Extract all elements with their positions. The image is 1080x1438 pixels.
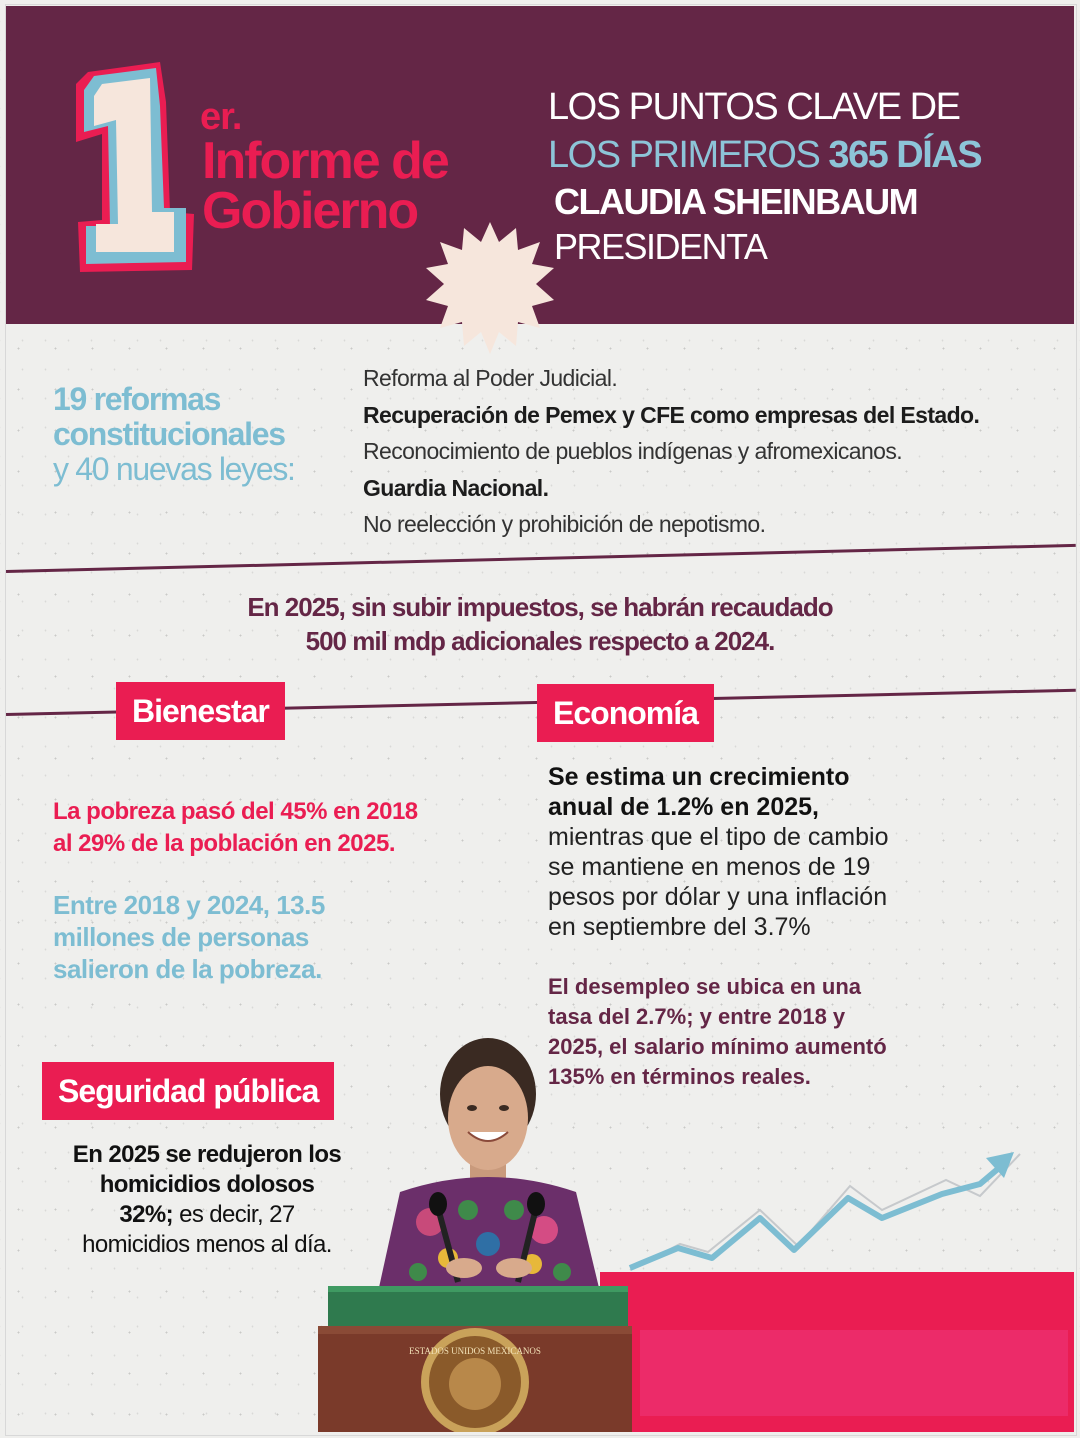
seguridad-line4: homicidios menos al día. <box>82 1231 332 1258</box>
reformas-title-line2: constitucionales <box>53 416 285 452</box>
crecimiento-line2: anual de 1.2% en 2025, <box>548 793 819 821</box>
headline-line2 <box>548 134 981 177</box>
empleo-line3: 2025, el salario mínimo aumentó <box>548 1034 887 1059</box>
crecimiento-line3: mientras que el tipo de cambio <box>548 823 889 851</box>
badge-number: 1 <box>124 178 127 183</box>
headline-days: 365 DÍAS <box>828 134 982 176</box>
salida-line1: Entre 2018 y 2024, 13.5 <box>53 890 325 920</box>
headline-line1: LOS PUNTOS CLAVE DE <box>548 86 960 128</box>
starburst-decoration <box>424 222 556 354</box>
reforma-item: Guardia Nacional. <box>363 474 549 501</box>
crecimiento-line6: en septiembre del 3.7% <box>548 913 811 941</box>
empleo-line1: El desempleo se ubica en una <box>548 974 861 999</box>
number-one-logo <box>74 62 200 274</box>
pobreza-line1: La pobreza pasó del 45% en 2018 <box>53 798 418 825</box>
reformas-title-line1: 19 reformas <box>53 381 221 417</box>
pobreza-line2: al 29% de la población en 2025. <box>53 830 395 857</box>
seguridad-line2: homicidios dolosos <box>99 1171 315 1198</box>
empleo-line4: 135% en términos reales. <box>548 1064 811 1089</box>
headline-name: CLAUDIA SHEINBAUM <box>554 181 918 222</box>
reforma-item: Reconocimiento de pueblos indígenas y afromexicanos. <box>363 438 903 464</box>
seal-text: ESTADOS UNIDOS MEXICANOS <box>409 1346 541 1356</box>
reformas-list <box>363 360 979 543</box>
president-podium-photo <box>318 1032 632 1432</box>
economia-label: Economía <box>537 684 714 742</box>
reforma-item: No reelección y prohibición de nepotismo. <box>363 511 766 537</box>
crecimiento-text <box>548 762 888 942</box>
divider-line <box>6 544 1076 573</box>
recaudacion-line2: 500 mil mdp adicionales respecto a 2024. <box>305 626 775 656</box>
badge-suffix: er. <box>200 96 242 138</box>
salida-pobreza-text <box>53 889 325 985</box>
recaudacion-line1: En 2025, sin subir impuestos, se habrán recaudado <box>247 592 833 622</box>
badge-title-line1: Informe de <box>202 132 448 190</box>
empleo-line2: tasa del 2.7%; y entre 2018 y <box>548 1004 846 1029</box>
reforma-item: Reforma al Poder Judicial. <box>363 365 618 391</box>
recaudacion-text <box>0 590 1080 658</box>
headline-line2-prefix: LOS PRIMEROS <box>548 134 829 176</box>
reformas-title-line3: y 40 nuevas leyes: <box>53 451 295 487</box>
badge-title <box>202 132 448 240</box>
seguridad-line1: En 2025 se redujeron los <box>72 1141 342 1168</box>
reforma-item: Recuperación de Pemex y CFE como empresas del Estado. <box>363 401 980 428</box>
crecimiento-line4: se mantiene en menos de 19 <box>548 853 871 881</box>
salida-line2: millones de personas <box>53 922 309 952</box>
crecimiento-line1: Se estima un crecimiento <box>548 763 850 791</box>
seguridad-label: Seguridad pública <box>42 1062 334 1120</box>
reformas-title <box>53 382 295 487</box>
crecimiento-line5: pesos por dólar y una inflación <box>548 883 888 911</box>
salida-line3: salieron de la pobreza. <box>53 954 322 984</box>
pobreza-text <box>53 796 418 860</box>
growth-arrow-icon <box>620 1140 1030 1280</box>
bienestar-label: Bienestar <box>116 682 285 740</box>
pink-box-decoration <box>640 1330 1068 1416</box>
seguridad-line3: 32%; es decir, 27 <box>119 1201 295 1228</box>
headline-role: PRESIDENTA <box>554 226 767 267</box>
badge-title-line2: Gobierno <box>202 182 418 240</box>
